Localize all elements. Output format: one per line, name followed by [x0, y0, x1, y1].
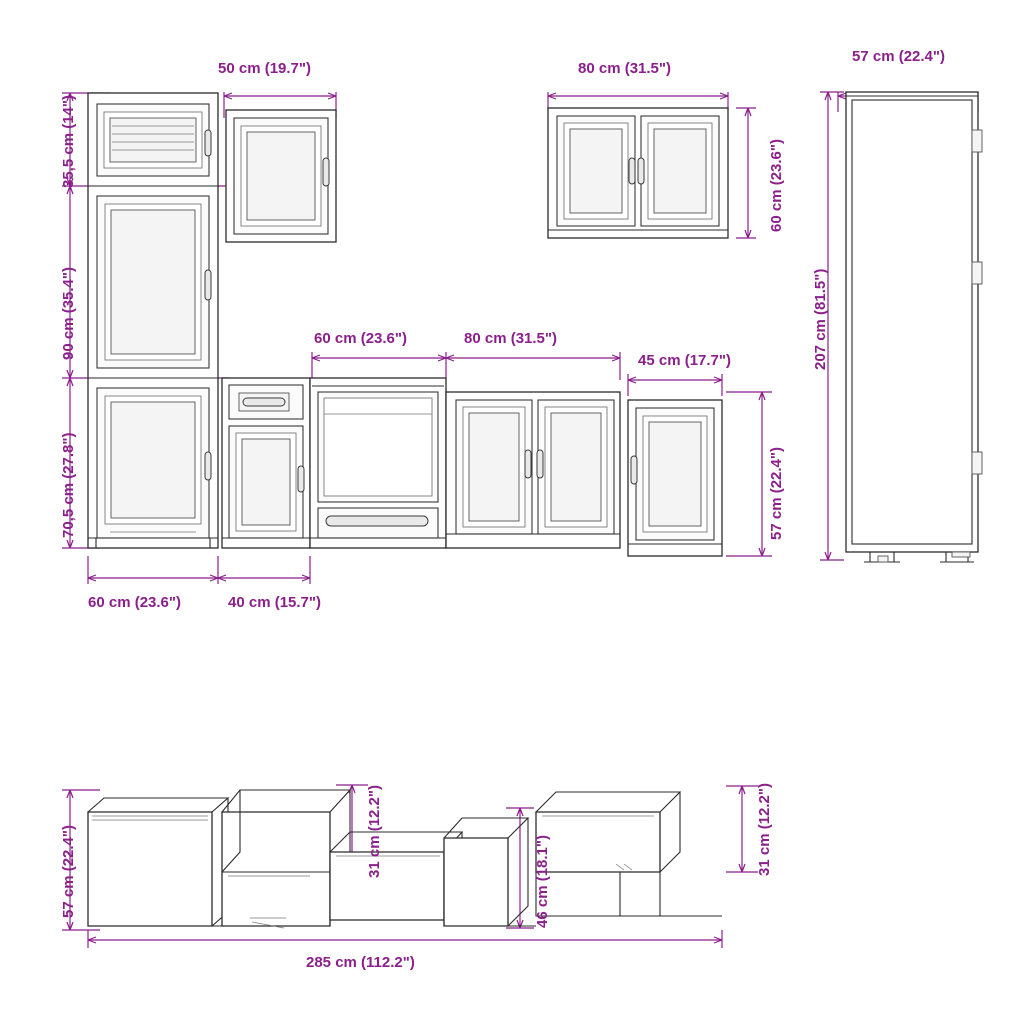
dim-top-width-right: 57 cm (22.4") — [852, 48, 945, 65]
dim-height-wall-unit: 60 cm (23.6") — [768, 139, 785, 232]
dim-height-tall-door: 90 cm (35.4") — [60, 267, 77, 360]
dim-depth-mid: 31 cm (12.2") — [366, 785, 383, 878]
dim-top-width-left: 50 cm (19.7") — [218, 60, 311, 77]
dim-height-top-small: 35,5 cm (14") — [60, 95, 77, 188]
dim-height-pantry: 207 cm (81.5") — [812, 268, 829, 370]
dim-mid-width-b: 80 cm (31.5") — [464, 330, 557, 347]
dim-top-width-mid: 80 cm (31.5") — [578, 60, 671, 77]
dim-mid-width-a: 60 cm (23.6") — [314, 330, 407, 347]
dim-mid-width-c: 45 cm (17.7") — [638, 352, 731, 369]
dim-total-width: 285 cm (112.2") — [306, 954, 415, 971]
dim-depth-right: 31 cm (12.2") — [756, 783, 773, 876]
dim-height-base-right: 57 cm (22.4") — [768, 447, 785, 540]
dim-bottom-width-a: 60 cm (23.6") — [88, 594, 181, 611]
dim-depth-left: 57 cm (22.4") — [60, 825, 77, 918]
dim-height-base: 70,5 cm (27.8") — [60, 432, 77, 538]
dim-bottom-width-b: 40 cm (15.7") — [228, 594, 321, 611]
dim-depth-center: 46 cm (18.1") — [534, 835, 551, 928]
